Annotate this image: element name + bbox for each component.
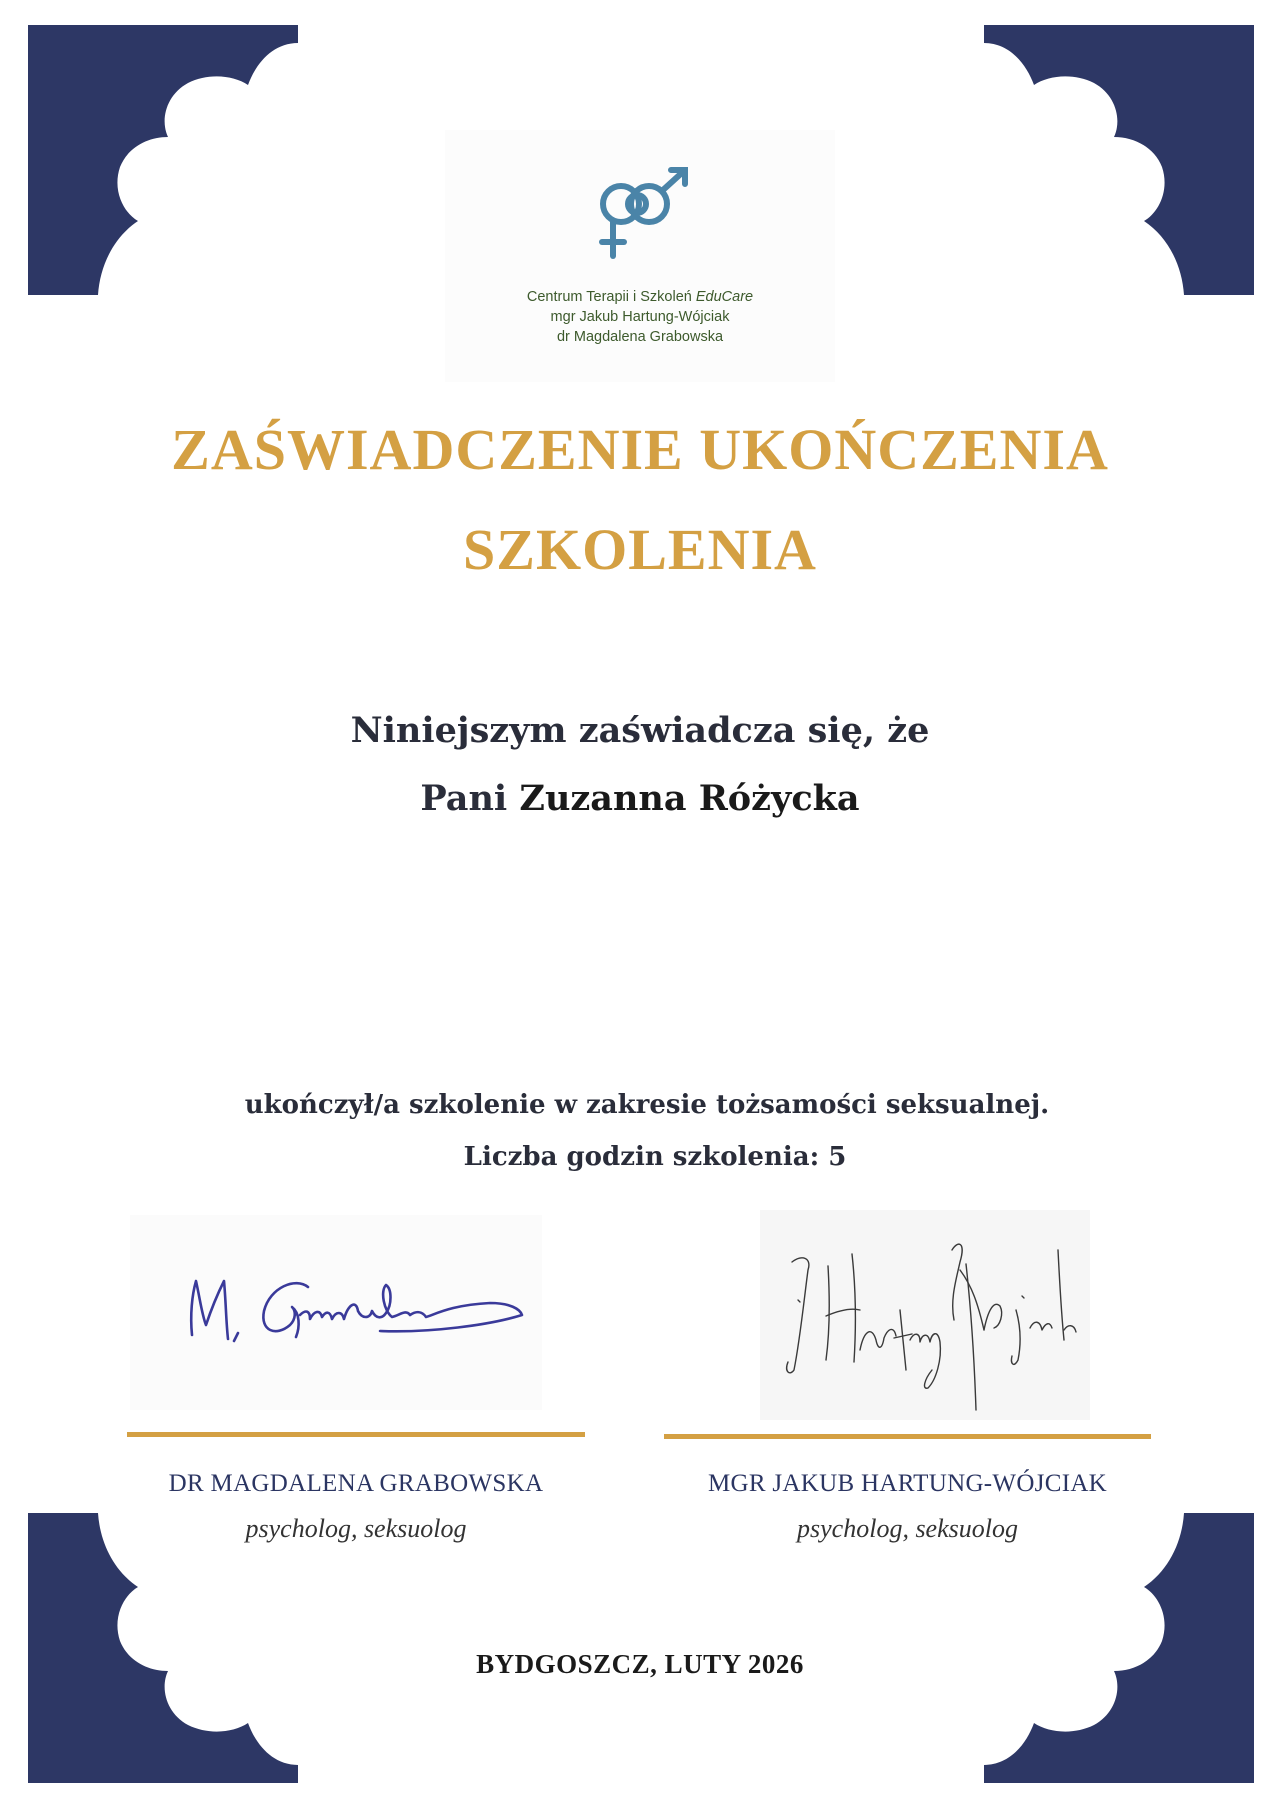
place-and-date: BYDGOSZCZ, LUTY 2026 [476, 1649, 804, 1679]
corner-ornament-bottom-right [984, 1513, 1254, 1783]
organization-logo [445, 130, 835, 382]
certificate-title-line-1: ZAŚWIADCZENIE UKOŃCZENIA [171, 417, 1109, 482]
recipient-line [0, 778, 1280, 819]
corner-ornament-top-left [28, 25, 298, 295]
logo-organization-name: Centrum Terapii i Szkoleń EduCare [526, 289, 754, 305]
signer-name-right: MGR JAKUB HARTUNG-WÓJCIAK [707, 1470, 1108, 1497]
certificate-title-line-2: SZKOLENIA [463, 517, 817, 582]
training-hours: Liczba godzin szkolenia: 5 [463, 1142, 847, 1172]
signer-role-left: psycholog, seksuolog [245, 1514, 467, 1543]
certification-intro: Niniejszym zaświadcza się, że [350, 710, 930, 751]
corner-ornament-bottom-left [28, 1513, 298, 1783]
recipient-salutation: Pani [420, 778, 508, 819]
signature-divider-left [127, 1432, 585, 1437]
signer-name-left: DR MAGDALENA GRABOWSKA [168, 1470, 544, 1497]
intertwined-gender-symbols-icon [583, 166, 703, 262]
signature-grabowska [130, 1215, 542, 1410]
completion-statement: ukończył/a szkolenie w zakresie tożsamości seksualnej. [244, 1090, 1050, 1120]
signature-hartung-wojciak [760, 1210, 1090, 1420]
logo-founder-2: dr Magdalena Grabowska [556, 329, 724, 345]
corner-ornament-top-right [984, 25, 1254, 295]
logo-founder-1: mgr Jakub Hartung-Wójciak [550, 309, 730, 325]
signature-divider-right [664, 1434, 1151, 1439]
recipient-name: Zuzanna Różycka [519, 778, 860, 819]
signer-role-right: psycholog, seksuolog [797, 1514, 1018, 1543]
